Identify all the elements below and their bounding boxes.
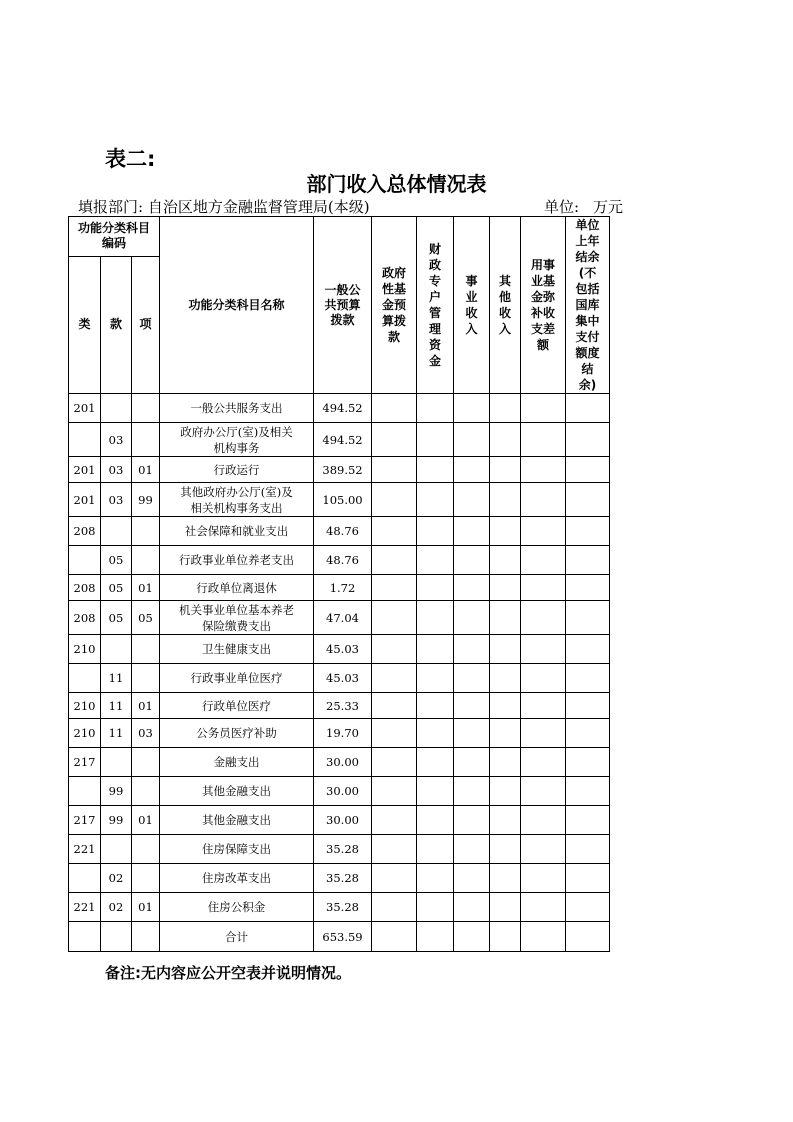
table-row [69,601,610,635]
code-kuan: 11 [101,719,132,748]
empty-cell [372,922,417,952]
header-general-budget: 一般公共预算拨款 [314,217,372,394]
empty-cell [372,423,417,457]
empty-cell [417,777,454,806]
empty-cell [490,635,521,664]
empty-cell [417,922,454,952]
item-name: 其他金融支出 [160,806,314,835]
empty-cell [490,394,521,423]
empty-cell [490,546,521,575]
code-xiang [132,546,160,575]
empty-cell [521,546,566,575]
item-name: 机关事业单位基本养老保险缴费支出 [160,601,314,635]
empty-cell [372,457,417,483]
general-budget-amount: 47.04 [314,601,372,635]
general-budget-amount: 45.03 [314,635,372,664]
empty-cell [490,835,521,864]
code-kuan: 02 [101,864,132,893]
empty-cell [490,575,521,601]
empty-cell [417,893,454,922]
department-label: 填报部门: [78,198,144,216]
code-kuan: 03 [101,423,132,457]
table-row [69,864,610,893]
header-business-income: 事业收入 [454,217,490,394]
item-name: 其他政府办公厅(室)及相关机构事务支出 [160,483,314,517]
general-budget-amount: 30.00 [314,748,372,777]
table-row [69,546,610,575]
total-amount: 653.59 [314,922,372,952]
empty-cell [566,517,610,546]
general-budget-amount: 30.00 [314,806,372,835]
empty-cell [417,693,454,719]
empty-cell [417,546,454,575]
item-name: 住房公积金 [160,893,314,922]
empty-cell [372,635,417,664]
empty-cell [566,864,610,893]
empty-cell [490,777,521,806]
code-lei: 208 [69,517,101,546]
code-kuan [101,394,132,423]
empty-cell [521,517,566,546]
empty-cell [490,893,521,922]
code-kuan: 11 [101,693,132,719]
empty-cell [372,546,417,575]
empty-cell [566,693,610,719]
empty-cell [454,922,490,952]
header-gov-fund: 政府性基金预算拨款 [372,217,417,394]
empty-cell [521,423,566,457]
header-code-group: 功能分类科目编码 [69,217,160,257]
general-budget-amount: 494.52 [314,423,372,457]
code-kuan [101,835,132,864]
empty-cell [521,575,566,601]
empty-cell [417,806,454,835]
empty-cell [454,864,490,893]
empty-cell [490,664,521,693]
empty-cell [454,546,490,575]
empty-cell [372,864,417,893]
empty-cell [566,748,610,777]
empty-cell [566,777,610,806]
item-name: 行政单位医疗 [160,693,314,719]
empty-cell [521,664,566,693]
unit-value: 万元 [593,198,624,216]
table-row [69,719,610,748]
empty-cell [417,664,454,693]
empty-cell [417,483,454,517]
empty-cell [521,893,566,922]
code-xiang [132,864,160,893]
item-name: 公务员医疗补助 [160,719,314,748]
table-row [69,777,610,806]
table-row [69,806,610,835]
empty-cell [566,719,610,748]
table-row [69,575,610,601]
general-budget-amount: 45.03 [314,664,372,693]
code-xiang [132,835,160,864]
table-row [69,457,610,483]
empty-cell [490,601,521,635]
code-lei: 210 [69,635,101,664]
document-title: 部门收入总体情况表 [306,172,487,196]
code-kuan: 05 [101,575,132,601]
empty-cell [521,394,566,423]
general-budget-amount: 494.52 [314,394,372,423]
code-lei [69,423,101,457]
empty-cell [372,394,417,423]
empty-cell [566,483,610,517]
item-name: 一般公共服务支出 [160,394,314,423]
empty-cell [417,835,454,864]
code-lei: 210 [69,693,101,719]
empty-cell [372,806,417,835]
code-kuan: 03 [101,457,132,483]
empty-cell [490,922,521,952]
code-kuan: 11 [101,664,132,693]
empty-cell [454,806,490,835]
table-row [69,664,610,693]
empty-cell [490,864,521,893]
empty-cell [566,922,610,952]
general-budget-amount: 30.00 [314,777,372,806]
item-name: 行政运行 [160,457,314,483]
footnote: 备注:无内容应公开空表并说明情况。 [105,964,352,982]
empty-cell [454,777,490,806]
empty-cell [372,601,417,635]
empty-cell [372,893,417,922]
empty-cell [454,517,490,546]
code-xiang [132,423,160,457]
general-budget-amount: 35.28 [314,864,372,893]
general-budget-amount: 35.28 [314,893,372,922]
general-budget-amount: 25.33 [314,693,372,719]
empty-cell [454,394,490,423]
empty-cell [566,457,610,483]
code-xiang: 01 [132,806,160,835]
department-line [78,196,370,217]
code-lei [69,864,101,893]
item-name: 金融支出 [160,748,314,777]
code-xiang: 01 [132,693,160,719]
empty-cell [454,635,490,664]
empty-cell [490,517,521,546]
empty-cell [521,635,566,664]
table-row [69,835,610,864]
empty-cell [490,423,521,457]
code-lei [69,777,101,806]
empty-cell [454,601,490,635]
code-kuan [101,635,132,664]
empty-cell [566,546,610,575]
empty-cell [521,777,566,806]
empty-cell [417,423,454,457]
code-lei: 217 [69,806,101,835]
code-xiang [132,394,160,423]
table-row [69,394,610,423]
table-row [69,693,610,719]
header-lei: 类 [69,256,101,393]
empty-cell [454,748,490,777]
code-lei: 221 [69,893,101,922]
empty-cell [372,664,417,693]
header-fund-makeup: 用事业基金弥补收支差额 [521,217,566,394]
empty-cell [521,693,566,719]
empty-cell [521,864,566,893]
table-row [69,635,610,664]
code-lei: 221 [69,835,101,864]
empty-cell [490,806,521,835]
general-budget-amount: 48.76 [314,546,372,575]
header-name: 功能分类科目名称 [160,217,314,394]
general-budget-amount: 389.52 [314,457,372,483]
empty-cell [566,664,610,693]
empty-cell [521,748,566,777]
code-lei [69,546,101,575]
header-xiang: 项 [132,256,160,393]
code-xiang: 03 [132,719,160,748]
item-name: 行政单位离退休 [160,575,314,601]
empty-cell [566,601,610,635]
general-budget-amount: 48.76 [314,517,372,546]
code-kuan: 05 [101,546,132,575]
income-summary-table [68,216,610,952]
code-kuan: 02 [101,893,132,922]
item-name: 行政事业单位医疗 [160,664,314,693]
empty-cell [566,835,610,864]
empty-cell [490,748,521,777]
empty-cell [454,457,490,483]
empty-cell [372,777,417,806]
empty-cell [372,748,417,777]
empty-cell [417,601,454,635]
empty-cell [454,893,490,922]
empty-cell [566,575,610,601]
code-lei [69,664,101,693]
empty-cell [490,483,521,517]
total-row [69,922,610,952]
code-xiang [132,664,160,693]
code-xiang [132,517,160,546]
general-budget-amount: 1.72 [314,575,372,601]
code-lei: 201 [69,483,101,517]
item-name: 住房保障支出 [160,835,314,864]
code-kuan: 05 [101,601,132,635]
code-xiang: 05 [132,601,160,635]
total-label: 合计 [160,922,314,952]
empty-cell [454,664,490,693]
code-xiang [132,777,160,806]
empty-cell [521,601,566,635]
empty-cell [521,457,566,483]
empty-cell [417,517,454,546]
header-other-income: 其他收入 [490,217,521,394]
general-budget-amount: 19.70 [314,719,372,748]
unit-line [544,196,583,217]
header-carryover: 单位上年结余(不包括国库集中支付额度结余) [566,217,610,394]
empty-cell [490,457,521,483]
empty-cell [372,575,417,601]
table-row [69,893,610,922]
code-lei: 210 [69,719,101,748]
code-lei: 201 [69,394,101,423]
empty-cell [521,922,566,952]
item-name: 政府办公厅(室)及相关机构事务 [160,423,314,457]
item-name: 社会保障和就业支出 [160,517,314,546]
empty-cell [521,806,566,835]
code-xiang [132,748,160,777]
code-kuan: 99 [101,806,132,835]
code-xiang: 99 [132,483,160,517]
empty-cell [372,719,417,748]
empty-cell [490,719,521,748]
empty-cell [417,394,454,423]
empty-cell [566,893,610,922]
table-row [69,748,610,777]
empty-cell [372,483,417,517]
empty-cell [417,635,454,664]
empty-cell [417,457,454,483]
item-name: 卫生健康支出 [160,635,314,664]
empty-cell [417,864,454,893]
empty-cell [417,719,454,748]
table-row [69,517,610,546]
item-name: 住房改革支出 [160,864,314,893]
code-lei: 208 [69,575,101,601]
empty-cell [454,483,490,517]
empty-cell [454,835,490,864]
empty-cell [454,575,490,601]
item-name: 其他金融支出 [160,777,314,806]
general-budget-amount: 35.28 [314,835,372,864]
empty-cell [372,835,417,864]
empty-cell [454,693,490,719]
code-xiang: 01 [132,575,160,601]
empty-cell [101,922,132,952]
general-budget-amount: 105.00 [314,483,372,517]
empty-cell [566,635,610,664]
table-row [69,483,610,517]
empty-cell [372,517,417,546]
empty-cell [132,922,160,952]
empty-cell [454,719,490,748]
code-xiang: 01 [132,893,160,922]
header-kuan: 款 [101,256,132,393]
code-kuan: 03 [101,483,132,517]
code-lei: 208 [69,601,101,635]
empty-cell [454,423,490,457]
code-lei: 217 [69,748,101,777]
empty-cell [566,394,610,423]
table-number-label: 表二: [105,147,156,171]
empty-cell [417,575,454,601]
empty-cell [521,835,566,864]
code-kuan: 99 [101,777,132,806]
code-kuan [101,748,132,777]
table-row [69,423,610,457]
item-name: 行政事业单位养老支出 [160,546,314,575]
empty-cell [372,693,417,719]
empty-cell [521,483,566,517]
header-finance-special: 财政专户管理资金 [417,217,454,394]
code-xiang: 01 [132,457,160,483]
empty-cell [521,719,566,748]
empty-cell [566,423,610,457]
empty-cell [69,922,101,952]
empty-cell [417,748,454,777]
empty-cell [566,806,610,835]
unit-label: 单位: [544,198,580,216]
code-lei: 201 [69,457,101,483]
department-name: 自治区地方金融监督管理局(本级) [147,198,370,216]
code-xiang [132,635,160,664]
empty-cell [490,693,521,719]
code-kuan [101,517,132,546]
